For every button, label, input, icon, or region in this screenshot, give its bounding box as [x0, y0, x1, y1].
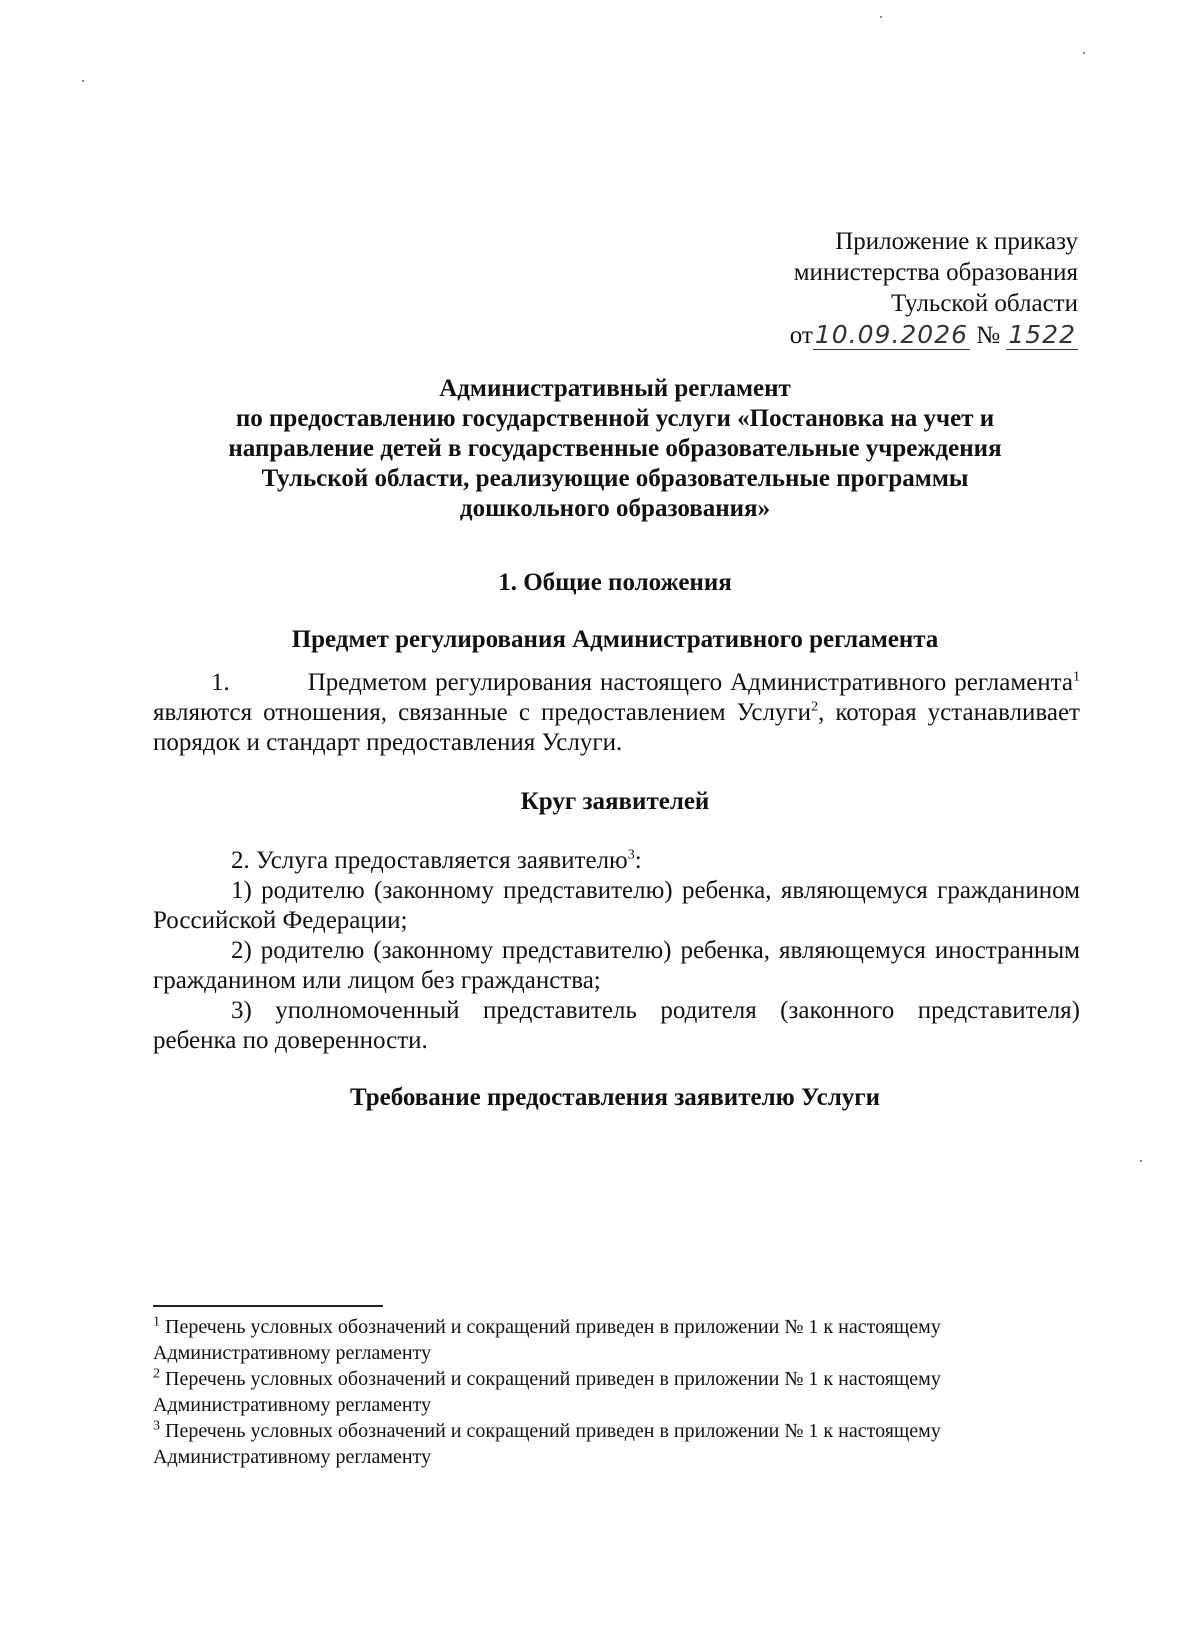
section-heading: 1. Общие положения	[498, 569, 732, 596]
applicant-item-3: 3) уполномоченный представитель родителя (законного представителя) ребенка по доверенности.	[153, 997, 1080, 1054]
approval-date-line	[790, 319, 1078, 351]
applicants-heading: Круг заявителей	[520, 788, 710, 815]
paragraph-1-text-b: являются отношения, связанные с предоставлением Услуги	[153, 699, 812, 726]
scan-speck	[880, 16, 882, 18]
approval-line-3: Тульской области	[891, 290, 1078, 317]
applicant-item-2: 2) родителю (законному представителю) ребенка, являющемуся иностранным гражданином или лицом без гражданства;	[153, 937, 1080, 994]
paragraph-1-text-c: , которая устанавливает порядок и стандарт предоставления Услуги.	[153, 699, 1080, 756]
footnote-ref-2: 2	[811, 699, 819, 715]
footnote-2	[153, 1366, 1083, 1418]
applicants-intro	[153, 846, 1080, 876]
footnote-number: 2	[153, 1366, 160, 1382]
title-line-4: Тульской области, реализующие образовательные программы	[261, 465, 969, 492]
paragraph-1-text-a: Предметом регулирования настоящего Административного регламента	[307, 669, 1073, 696]
footnote-3	[153, 1418, 1083, 1470]
scan-speck	[82, 80, 84, 82]
approval-block	[790, 226, 1078, 351]
title-line-3: направление детей в государственные образовательные учреждения	[228, 435, 1002, 462]
footnote-ref-1: 1	[1073, 669, 1080, 685]
title-line-5: дошкольного образования»	[459, 495, 771, 522]
footnote-1	[153, 1314, 1083, 1366]
title-line-1: Административный регламент	[439, 375, 791, 402]
date-prefix: от	[789, 322, 813, 349]
number-prefix: №	[976, 322, 1001, 349]
footnote-number: 1	[153, 1314, 160, 1330]
footnotes	[153, 1314, 1083, 1470]
footnote-ref-3: 3	[627, 847, 635, 863]
applicants-intro-colon: :	[634, 847, 642, 874]
approval-line-1: Приложение к приказу	[835, 228, 1078, 255]
applicants-intro-text: 2. Услуга предоставляется заявителю	[231, 847, 628, 874]
paragraph-number: 1.	[211, 669, 230, 696]
document-title	[150, 374, 1080, 524]
footnote-separator	[153, 1305, 383, 1307]
approval-line-2: министерства образования	[793, 259, 1078, 286]
footnote-text: Перечень условных обозначений и сокращений приведен в приложении № 1 к настоящему Административному регламенту	[153, 1316, 941, 1364]
handwritten-date: 10.09.2026	[814, 320, 969, 349]
paragraph-1	[153, 668, 1080, 758]
title-line-2: по предоставлению государственной услуги «Постановка на учет и	[235, 405, 995, 432]
requirement-heading: Требование предоставления заявителю Услуги	[350, 1084, 880, 1111]
footnote-number: 3	[153, 1418, 160, 1434]
scan-speck	[1140, 1160, 1142, 1162]
subsection-heading: Предмет регулирования Административного регламента	[291, 626, 939, 653]
applicant-item-1: 1) родителю (законному представителю) ребенка, являющемуся гражданином Российской Федерации;	[153, 877, 1080, 934]
scan-speck	[1083, 52, 1085, 54]
handwritten-number: 1522	[1008, 320, 1076, 349]
footnote-text: Перечень условных обозначений и сокращений приведен в приложении № 1 к настоящему Административному регламенту	[153, 1368, 941, 1416]
footnote-text: Перечень условных обозначений и сокращений приведен в приложении № 1 к настоящему Административному регламенту	[153, 1420, 941, 1468]
